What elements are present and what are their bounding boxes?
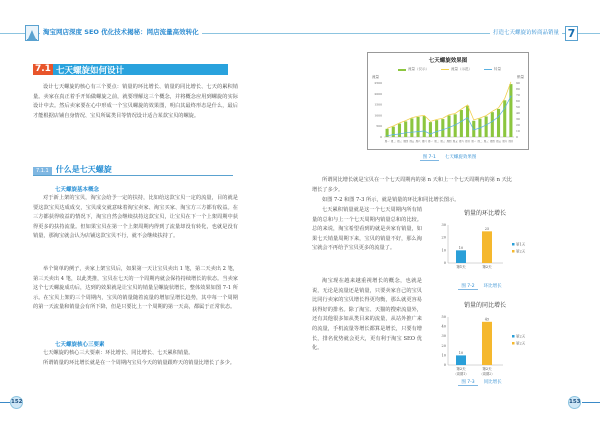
- svg-text:周四: 周四: [403, 140, 409, 143]
- chart-title: 销量的同比增长: [463, 302, 506, 309]
- cumulative-paragraph: 七天累积销量就是这一个七天周期内所有销量的总和与上一个七天周期内销量总和的比较。总的来说，淘宝希望看到的就是卖家有销量，如果七天销量周期下来，宝贝的销量不好，那么淘宝就会不再给予宝贝更多的流量了。: [312, 207, 422, 252]
- running-header: 淘宝网店深度 SEO 优化技术揭秘：网店流量高效转化: [40, 27, 202, 36]
- footer-rule: [582, 402, 600, 403]
- svg-text:30: 30: [441, 223, 446, 227]
- svg-text:20: 20: [441, 343, 446, 348]
- svg-text:第2天: 第2天: [456, 367, 466, 371]
- chart-title: 销量的环比增长: [463, 210, 506, 217]
- book-logo-icon: [25, 25, 39, 41]
- page-number: 153: [568, 396, 581, 409]
- chart-plot-area: [430, 217, 540, 277]
- svg-text:周四: 周四: [446, 140, 452, 143]
- legend-item: 流量（仅示）: [398, 67, 429, 72]
- legend-item: 流量（示范）: [441, 67, 472, 72]
- svg-text:周三: 周三: [440, 140, 446, 143]
- svg-text:90: 90: [516, 81, 520, 85]
- heading-core-elements: 七天螺旋核心三要素: [55, 342, 105, 348]
- svg-text:周二: 周二: [390, 140, 396, 143]
- subsection-badge: 7.1.1: [33, 167, 52, 175]
- svg-text:10: 10: [441, 248, 446, 253]
- chart-legend: [398, 67, 501, 72]
- svg-text:0: 0: [443, 261, 446, 265]
- svg-text:第2天: 第2天: [482, 367, 492, 371]
- svg-text:0: 0: [443, 363, 446, 367]
- svg-text:50: 50: [516, 105, 520, 109]
- trend-paragraph: 淘宝现在越来越重视增长的概念，也就是说，无论是流量还是销量，只要卖家自己的宝贝比同行卖家的宝贝增长得更均衡，那么就更容易获得好的排名。除了淘宝、天猫的搜索流量外，还有其他很多如从类目来的流量，从站外推广来的流量，手机流量等增长都算是增长，只要有增长，排名优势就会更大，更有利于淘宝 SEO 优化。: [312, 278, 422, 352]
- svg-text:10: 10: [458, 350, 464, 355]
- svg-text:第2天: 第2天: [516, 334, 526, 339]
- svg-text:30: 30: [441, 334, 446, 339]
- y-axis-left-label: 流量: [372, 75, 379, 79]
- svg-text:第2天: 第2天: [516, 249, 526, 254]
- svg-text:周三: 周三: [397, 140, 402, 143]
- svg-text:周二: 周二: [477, 140, 483, 143]
- svg-text:周二: 周二: [434, 140, 440, 143]
- svg-text:周一: 周一: [471, 140, 477, 143]
- svg-text:1000: 1000: [374, 113, 382, 118]
- svg-text:20: 20: [516, 123, 520, 127]
- svg-text:25: 25: [484, 226, 490, 231]
- section-title: 七天螺旋如何设计: [55, 65, 124, 76]
- svg-text:0: 0: [380, 135, 382, 139]
- y-axis-right-label: 销量: [517, 75, 524, 79]
- footer-rule: [0, 402, 10, 403]
- svg-text:10: 10: [441, 353, 446, 358]
- svg-text:500: 500: [376, 124, 382, 129]
- svg-text:第2天: 第2天: [516, 341, 526, 346]
- yoy-growth-chart: [430, 300, 540, 382]
- figure-caption: 图 7-1 七天螺旋效果图: [367, 154, 529, 160]
- subsection-heading: [33, 164, 233, 176]
- svg-text:第1天: 第1天: [456, 265, 466, 269]
- svg-text:30: 30: [516, 117, 520, 121]
- svg-text:周日: 周日: [508, 140, 514, 143]
- chart-plot-area: [368, 79, 530, 149]
- svg-text:10: 10: [516, 129, 520, 133]
- legend-item: 转量: [484, 67, 501, 72]
- yoy-paragraph: 所谓同比增长就是宝贝在一个七天周期内的第 n 天和上一个七天周期内的第 n 天比增长了多少。: [312, 177, 512, 193]
- svg-text:周日: 周日: [465, 140, 470, 143]
- svg-text:40: 40: [516, 111, 520, 115]
- svg-text:周六: 周六: [502, 140, 508, 143]
- svg-text:周一: 周一: [384, 140, 390, 143]
- svg-text:周三: 周三: [483, 140, 489, 143]
- chapter-number: 7: [565, 26, 578, 41]
- chart-title: 七天螺旋效果图: [428, 58, 468, 64]
- svg-text:45: 45: [484, 317, 490, 322]
- svg-text:50: 50: [441, 315, 446, 319]
- svg-text:第2天: 第2天: [482, 265, 492, 269]
- svg-text:周五: 周五: [496, 140, 501, 143]
- svg-text:周日: 周日: [421, 140, 427, 143]
- svg-text:70: 70: [516, 93, 520, 97]
- section-heading: [33, 64, 228, 75]
- svg-text:周一: 周一: [428, 140, 433, 143]
- svg-text:周五: 周五: [452, 140, 458, 143]
- page-number: 152: [10, 396, 23, 409]
- mom-paragraph: 所谓销量的环比增长就是在一个周期内宝贝今天的销量跟昨天的销量比增长了多少。: [43, 360, 235, 366]
- svg-text:周六: 周六: [415, 140, 421, 143]
- svg-text:（周期2）: （周期2）: [479, 372, 495, 376]
- svg-text:10: 10: [458, 245, 464, 250]
- svg-text:2000: 2000: [374, 91, 382, 96]
- svg-text:周六: 周六: [458, 140, 464, 143]
- heading-basic-concept: 七天螺旋基本概念: [55, 187, 100, 193]
- svg-text:20: 20: [441, 235, 446, 240]
- svg-text:周四: 周四: [489, 140, 495, 143]
- spiral-effect-chart: [367, 52, 529, 150]
- svg-text:60: 60: [516, 99, 520, 103]
- subsection-title: 什么是七天螺旋: [55, 165, 112, 174]
- intro-paragraph: 设计七天螺旋的核心有三个要点：销量的环比增长、销量的同比增长、七天的累积销量。卖家在真正着手开始做螺旋之前，就要理解这三个概念，并将概念应用到螺旋的实际设计中去。然后卖家要在心中形成一个宝贝螺旋的效果图，明白其最终形态是什么，最后才能根据店铺自身情况、宝贝所属类目等情况设计适合某款宝贝的螺旋。: [33, 84, 238, 119]
- svg-text:40: 40: [441, 324, 446, 329]
- svg-text:80: 80: [516, 87, 520, 91]
- svg-text:周五: 周五: [409, 140, 415, 143]
- svg-text:（周期1）: （周期1）: [453, 372, 469, 376]
- mom-growth-chart: [430, 208, 540, 283]
- figure-caption: 图 7-3 同比增长: [440, 379, 520, 385]
- running-header: 打造七天螺旋访转商品销量: [490, 28, 562, 36]
- svg-text:2500: 2500: [374, 81, 382, 85]
- right-page: [300, 0, 600, 426]
- section-number: 7.1: [35, 64, 51, 74]
- svg-text:1500: 1500: [374, 102, 382, 107]
- svg-text:0: 0: [516, 135, 518, 139]
- basic-paragraph: 对于新上架的宝贝，淘宝会给予一定的扶持，比如给这款宝贝一定的流量，目的就是要这款宝贝达成成交，宝贝成交就意味着淘宝卖家、淘宝买家、淘宝方三方都有收益。在三方都获得收益的情况下，淘宝自然会继续扶持这款宝贝，让宝贝在下一个上架周期中获得更多的扶持流量。但如果宝贝在第一个上架周期内得到了流量却没有转化，也就是没有销量，那淘宝就会认为店铺这款宝贝不行，就不会继续扶持了。: [33, 195, 238, 240]
- figure-ref-paragraph: 如图 7-2 和图 7-3 所示，就是销量的环比和同比增长图示。: [322, 197, 460, 203]
- core-paragraph: 七天螺旋的核心三大要素：环比增长、同比增长、七天累积销量。: [43, 350, 194, 356]
- svg-text:第1天: 第1天: [516, 242, 526, 247]
- figure-caption: 图 7-2 环比增长: [440, 283, 520, 289]
- example-paragraph: 举个简单的例子，卖家上架宝贝后，如果第一天让宝贝卖出 1 笔，第二天卖出 2 笔，第三天卖出 4 笔，以此类推，宝贝在七天的一个周期内就会保持持续增长的状态。当卖家这个七天螺旋成功后，达到的效果就是让宝贝的销量呈螺旋状增长，整体效果如图 7-1 所示。在宝贝上架的三个周期内，宝贝的销量随着流量的增加呈增长趋势，其中每一个周期的第一天流量和销量会有所下降，但是只要比上一个周期的第一天高，都属于正常状态。: [33, 266, 238, 311]
- chart-plot-area: [430, 309, 540, 379]
